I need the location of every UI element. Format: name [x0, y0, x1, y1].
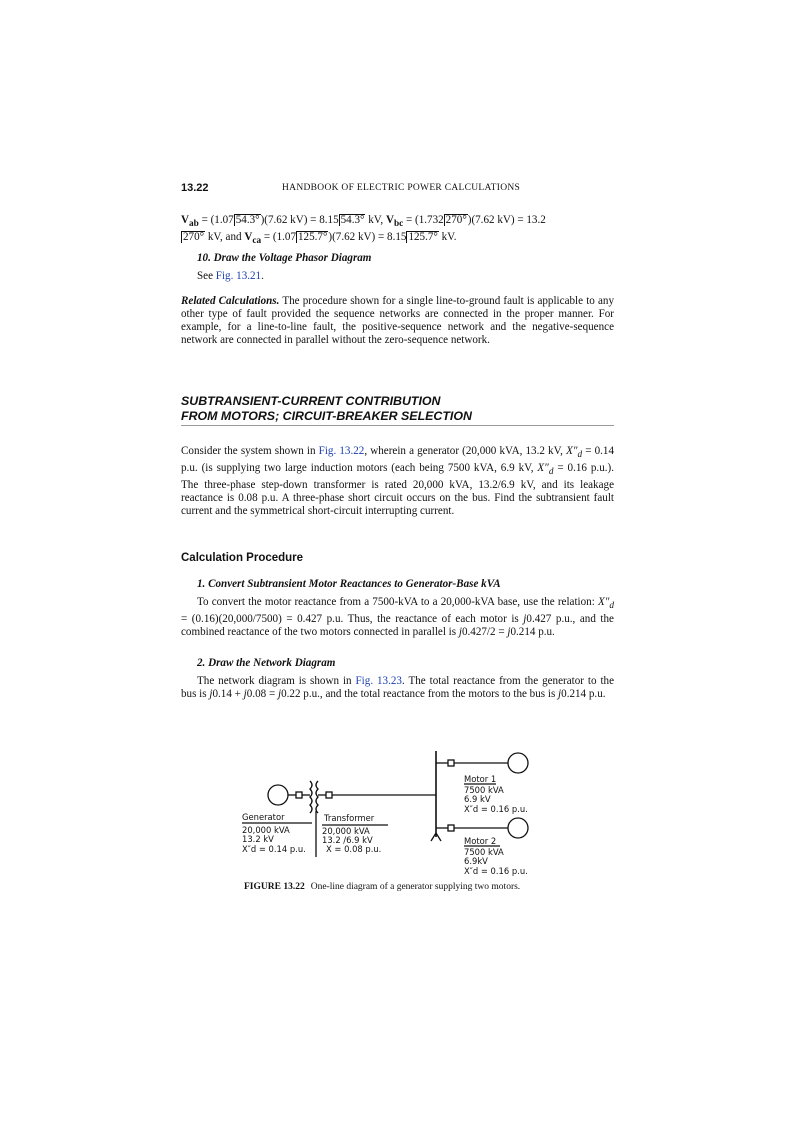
svg-text:20,000 kVA: 20,000 kVA [242, 825, 290, 835]
svg-text:X = 0.08 p.u.: X = 0.08 p.u. [326, 844, 382, 854]
step-1-heading: 1. Convert Subtransient Motor Reactances to Generator-Base kVA [197, 578, 501, 590]
voltage-result-paragraph: $V_{ab} = (1.07$ 54.3°)(7.62 kV) = 8.15 54.3° kV, $V_{bc} = (1.732$ 270°)(7.62 kV) = 13.2 270° kV, and $V_{ca} = (1.07$ 125.7°)(7.62 kV) = 8.15 125.7° kV. [181, 214, 546, 247]
motor-2-label: Motor 2 [464, 836, 497, 846]
breaker-symbol [326, 792, 332, 798]
related-calculations-paragraph: Related Calculations. The procedure shown for a single line-to-ground fault is applicable to any other type of fault provided the sequence networks are connected in the proper manner. For example, for a line-to-line fault, the positive-sequence network and the negative-sequence network are connected in parallel without the zero-sequence network. [181, 295, 614, 346]
page-number: 13.22 [181, 182, 209, 194]
svg-text:6.9 kV: 6.9 kV [464, 794, 491, 804]
fig-13-21-link[interactable]: Fig. 13.21 [215, 270, 262, 282]
motor-1-label: Motor 1 [464, 774, 497, 784]
running-title: HANDBOOK OF ELECTRIC POWER CALCULATIONS [282, 183, 521, 193]
transformer-primary-coil [310, 781, 312, 813]
breaker-symbol [448, 825, 454, 831]
svg-text:X″d = 0.14 p.u.: X″d = 0.14 p.u. [242, 844, 306, 854]
breaker-symbol [448, 760, 454, 766]
fig-13-22-link[interactable]: Fig. 13.22 [318, 445, 365, 457]
section-title: SUBTRANSIENT-CURRENT CONTRIBUTION FROM MOTORS; CIRCUIT-BREAKER SELECTION [181, 394, 472, 423]
problem-statement-paragraph: Consider the system shown in Fig. 13.22, wherein a generator (20,000 kVA, 13.2 kV, $X''_d = 0.14$ p.u. (is supplying two large induction motors (each being 7500 kVA, 6.9 kV, $X''_d = 0.16$ p.u.). The three-phase step-down transformer is rated 20,000 kVA, 13.2/6.9 kV, and its leakage reactance is 0.08 p.u. A three-phase short circuit occurs on the bus. Find the subtransient fault current and the symmetrical short-circuit interrupting current. [181, 445, 615, 518]
motor-2-symbol [508, 818, 528, 838]
angle-symbol: 54.3° [235, 214, 260, 226]
svg-text:20,000 kVA: 20,000 kVA [322, 826, 370, 836]
svg-text:7500 kVA: 7500 kVA [464, 847, 504, 857]
generator-label: Generator [242, 812, 285, 822]
motor-1-symbol [508, 753, 528, 773]
calculation-procedure-heading: Calculation Procedure [181, 552, 304, 564]
one-line-diagram [236, 745, 546, 877]
angle-symbol: 270° [183, 231, 205, 244]
svg-text:13.2 /6.9 kV: 13.2 /6.9 kV [322, 835, 373, 845]
step-2-body: The network diagram is shown in Fig. 13.23. The total reactance from the generator to the bus is j0.14 + j0.08 = j0.22 p.u., and the total reactance from the motors to the bus is j0.214 p.u. [181, 675, 614, 700]
breaker-symbol [296, 792, 302, 798]
svg-text:X″d = 0.16 p.u.: X″d = 0.16 p.u. [464, 866, 528, 876]
step-10-heading: 10. Draw the Voltage Phasor Diagram [197, 252, 372, 264]
svg-text:6.9kV: 6.9kV [464, 856, 488, 866]
angle-symbol: 54.3° [340, 214, 365, 226]
running-header [181, 182, 614, 196]
svg-text:7500 kVA: 7500 kVA [464, 785, 504, 795]
step-2-heading: 2. Draw the Network Diagram [197, 657, 336, 669]
related-calculations-label: Related Calculations. [181, 295, 280, 307]
transformer-secondary-coil [316, 781, 318, 813]
transformer-label: Transformer [324, 813, 375, 823]
fig-13-23-link[interactable]: Fig. 13.23 [355, 675, 402, 687]
figure-label: FIGURE 13.22 [244, 882, 305, 892]
angle-symbol: 125.7° [408, 231, 438, 244]
generator-symbol [268, 785, 288, 805]
step-1-body: To convert the motor reactance from a 7500-kVA to a 20,000-kVA base, use the relation: $X''_d = (0.16)(20,000/7500) = 0.427$ p.u. Thus, the reactance of each motor is j0.427 p.u., and the combined reactance of the two motors connected in parallel is j0.427/2 = j0.214 p.u. [181, 596, 614, 639]
angle-symbol: 125.7° [298, 231, 328, 244]
svg-text:13.2 kV: 13.2 kV [242, 834, 274, 844]
svg-text:X″d = 0.16 p.u.: X″d = 0.16 p.u. [464, 804, 528, 814]
step-10-body: See Fig. 13.21. [197, 270, 264, 282]
section-rule [181, 425, 614, 426]
figure-caption: FIGURE 13.22 One-line diagram of a generator supplying two motors. [244, 882, 521, 892]
angle-symbol: 270° [445, 214, 467, 226]
